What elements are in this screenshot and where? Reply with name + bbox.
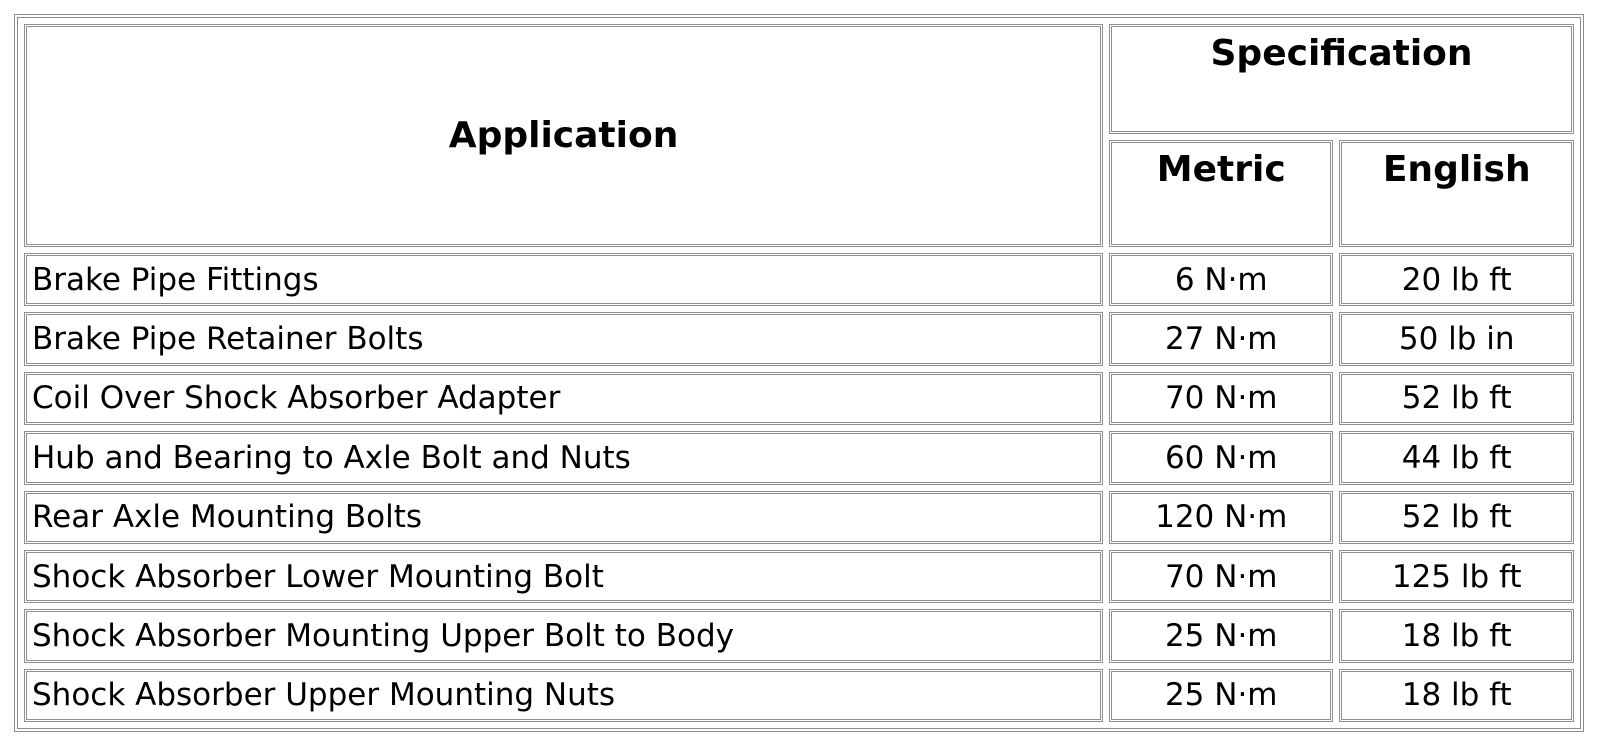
metric-cell: 25 N·m: [1109, 669, 1333, 722]
application-cell: Brake Pipe Retainer Bolts: [24, 312, 1103, 365]
application-cell: Shock Absorber Mounting Upper Bolt to Body: [24, 609, 1103, 662]
english-cell: 52 lb ft: [1339, 372, 1574, 425]
torque-spec-table: [18, 18, 1580, 728]
english-header: English: [1339, 140, 1574, 247]
metric-cell: 27 N·m: [1109, 312, 1333, 365]
table-row: [24, 431, 1574, 484]
english-cell: 50 lb in: [1339, 312, 1574, 365]
table-row: [24, 550, 1574, 603]
table-row: [24, 491, 1574, 544]
table-row: [24, 253, 1574, 306]
table-row: [24, 669, 1574, 722]
application-cell: Rear Axle Mounting Bolts: [24, 491, 1103, 544]
application-cell: Brake Pipe Fittings: [24, 253, 1103, 306]
english-cell: 18 lb ft: [1339, 669, 1574, 722]
application-cell: Shock Absorber Upper Mounting Nuts: [24, 669, 1103, 722]
metric-cell: 60 N·m: [1109, 431, 1333, 484]
metric-cell: 120 N·m: [1109, 491, 1333, 544]
metric-header: Metric: [1109, 140, 1333, 247]
application-cell: Hub and Bearing to Axle Bolt and Nuts: [24, 431, 1103, 484]
torque-spec-table-frame: [14, 14, 1584, 732]
specification-header: Specification: [1109, 24, 1574, 134]
table-row: [24, 609, 1574, 662]
metric-cell: 25 N·m: [1109, 609, 1333, 662]
metric-cell: 70 N·m: [1109, 550, 1333, 603]
english-cell: 44 lb ft: [1339, 431, 1574, 484]
english-cell: 18 lb ft: [1339, 609, 1574, 662]
metric-cell: 6 N·m: [1109, 253, 1333, 306]
table-row: [24, 312, 1574, 365]
application-cell: Coil Over Shock Absorber Adapter: [24, 372, 1103, 425]
metric-cell: 70 N·m: [1109, 372, 1333, 425]
english-cell: 125 lb ft: [1339, 550, 1574, 603]
english-cell: 52 lb ft: [1339, 491, 1574, 544]
english-cell: 20 lb ft: [1339, 253, 1574, 306]
table-row: [24, 372, 1574, 425]
application-header: Application: [24, 24, 1103, 247]
application-cell: Shock Absorber Lower Mounting Bolt: [24, 550, 1103, 603]
